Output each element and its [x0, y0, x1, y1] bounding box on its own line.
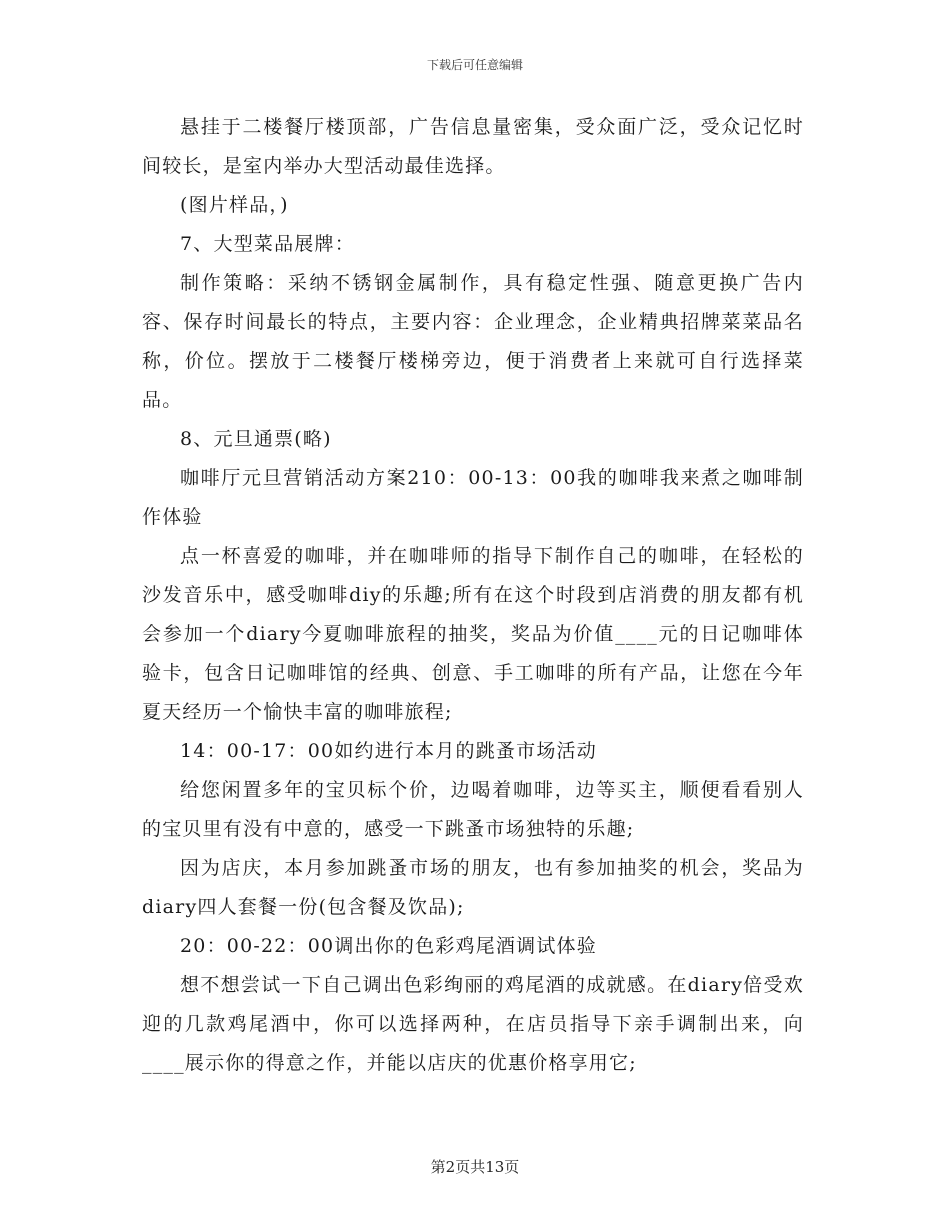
paragraph: 咖啡厅元旦营销活动方案210：00-13：00我的咖啡我来煮之咖啡制作体验: [142, 467, 804, 528]
page-header: 下载后可任意编辑: [426, 58, 523, 72]
paragraph: 想不想尝试一下自己调出色彩绚丽的鸡尾酒的成就感。在diary倍受欢迎的几款鸡尾酒中，你可以选择两种，在店员指导下亲手调制出来，向____展示你的得意之作，并能以店庆的优惠价格享用它;: [142, 974, 804, 1074]
paragraph: (图片样品，): [180, 194, 289, 216]
paragraph: 悬挂于二楼餐厅楼顶部，广告信息量密集，受众面广泛，受众记忆时间较长，是室内举办大型活动最佳选择。: [142, 116, 804, 177]
page-footer: 第2页共13页: [430, 1158, 520, 1176]
paragraph: 20：00-22：00调出你的色彩鸡尾酒调试体验: [180, 935, 597, 957]
paragraph: 因为店庆，本月参加跳蚤市场的朋友，也有参加抽奖的机会，奖品为diary四人套餐一份(包含餐及饮品);: [142, 857, 804, 918]
paragraph: 给您闲置多年的宝贝标个价，边喝着咖啡，边等买主，顺便看看别人的宝贝里有没有中意的，感受一下跳蚤市场独特的乐趣;: [142, 779, 804, 840]
section-heading: 8、元旦通票(略): [180, 428, 332, 450]
paragraph: 14：00-17：00如约进行本月的跳蚤市场活动: [180, 740, 597, 762]
section-heading: 7、大型菜品展牌：: [180, 233, 355, 255]
paragraph: 点一杯喜爱的咖啡，并在咖啡师的指导下制作自己的咖啡，在轻松的沙发音乐中，感受咖啡diy的乐趣;所有在这个时段到店消费的朋友都有机会参加一个diary今夏咖啡旅程的抽奖，奖品为价值____元的日记咖啡体验卡，包含日记咖啡馆的经典、创意、手工咖啡的所有产品，让您在今年夏天经历一个愉快丰富的咖啡旅程;: [142, 545, 804, 723]
paragraph: 制作策略：采纳不锈钢金属制作，具有稳定性强、随意更换广告内容、保存时间最长的特点，主要内容：企业理念，企业精典招牌菜菜品名称，价位。摆放于二楼餐厅楼梯旁边，便于消费者上来就可自行选择菜品。: [142, 272, 804, 411]
document-body: [142, 108, 804, 1083]
